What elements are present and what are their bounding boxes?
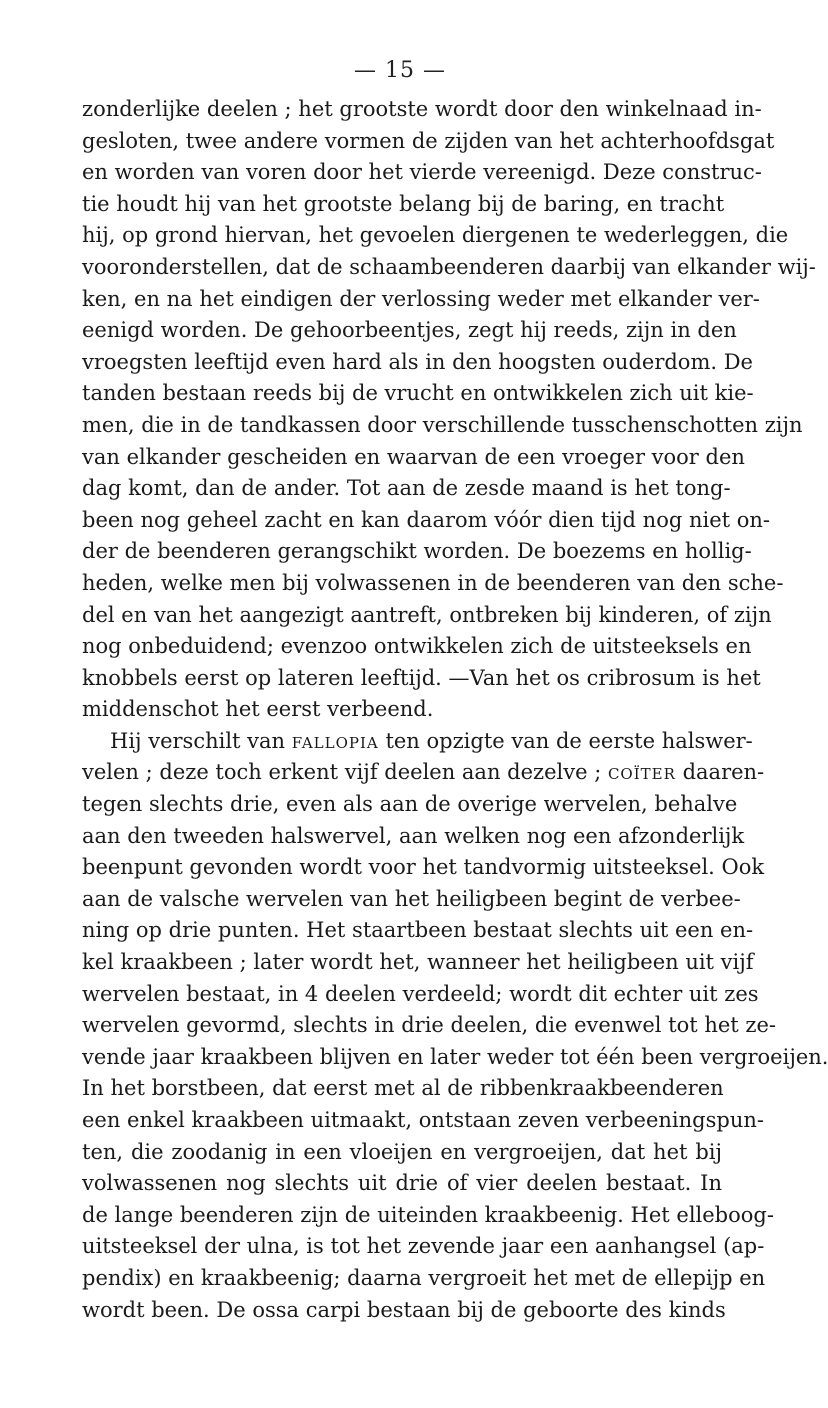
text-line: vende jaar kraakbeen blijven en later weder tot één been vergroeijen. (82, 1044, 828, 1069)
text-line: men, die in de tandkassen door verschillende tusschenschotten zijn (82, 412, 803, 437)
page-number: — 15 — (354, 58, 446, 83)
text-line: wervelen bestaat, in 4 deelen verdeeld; wordt dit echter uit zes (82, 981, 759, 1006)
text-line: nog onbeduidend; evenzoo ontwikkelen zich de uitsteeksels en (82, 634, 752, 659)
paragraph-start-line (82, 726, 753, 758)
text-line: eenigd worden. De gehoorbeentjes, zegt hij reeds, zijn in den (82, 318, 737, 343)
text-line: wordt been. De ossa carpi bestaan bij de geboorte des kinds (82, 1297, 726, 1322)
text-line: en worden van voren door het vierde vereenigd. Deze construc- (82, 160, 762, 185)
author-name-coiter: coïter (607, 760, 676, 785)
text-run: ten opzigte van de eerste halswer- (378, 728, 753, 753)
text-line: pendix) en kraakbeenig; daarna vergroeit het met de ellepijp en (82, 1265, 766, 1290)
text-line: ken, en na het eindigen der verlossing weder met elkander ver- (82, 286, 760, 311)
text-run: velen ; deze toch erkent vijf deelen aan dezelve ; (82, 760, 608, 785)
text-line: knobbels eerst op lateren leeftijd. —Van het os cribrosum is het (82, 665, 761, 690)
text-line: een enkel kraakbeen uitmaakt, ontstaan zeven verbeeningspun- (82, 1108, 764, 1132)
text-run: daaren- (675, 760, 765, 785)
text-line: beenpunt gevonden wordt voor het tandvormig uitsteeksel. Ook (82, 855, 765, 880)
text-line: volwassenen nog slechts uit drie of vier deelen bestaat. In (82, 1171, 722, 1196)
text-line: been nog geheel zacht en kan daarom vóór dien tijd nog niet on- (82, 507, 771, 532)
text-line: aan de valsche wervelen van het heiligbeen begint de verbee- (82, 886, 741, 911)
text-run: Hij verschilt van (110, 728, 292, 753)
text-line: zonderlijke deelen ; het grootste wordt door den winkelnaad in- (82, 97, 762, 121)
text-line: vroegsten leeftijd even hard als in den hoogsten ouderdom. De (82, 349, 753, 374)
text-line: uitsteeksel der ulna, is tot het zevende jaar een aanhangsel (ap- (82, 1234, 765, 1259)
text-line: del en van het aangezigt aantreft, ontbreken bij kinderen, of zijn (82, 602, 772, 627)
text-line: In het borstbeen, dat eerst met al de ribbenkraakbeenderen (82, 1076, 724, 1101)
text-line: hij, op grond hiervan, het gevoelen diergenen te wederleggen, die (82, 223, 789, 248)
text-line (82, 757, 765, 789)
text-line: wervelen gevormd, slechts in drie deelen, die evenwel tot het ze- (82, 1013, 776, 1038)
text-line: aan den tweeden halswervel, aan welken nog een afzonderlijk (82, 823, 745, 848)
text-line: tegen slechts drie, even als aan de overige wervelen, behalve (82, 792, 738, 817)
text-line: van elkander gescheiden en waarvan de een vroeger voor den (82, 444, 745, 469)
text-line: vooronderstellen, dat de schaambeenderen daarbij van elkander wij- (82, 254, 816, 279)
text-line: kel kraakbeen ; later wordt het, wanneer het heiligbeen uit vijf (82, 950, 754, 975)
text-line: heden, welke men bij volwassenen in de beenderen van den sche- (82, 570, 784, 595)
text-line: der de beenderen gerangschikt worden. De boezems en hollig- (82, 539, 752, 564)
text-line: middenschot het eerst verbeend. (82, 697, 434, 722)
text-line: de lange beenderen zijn de uiteinden kraakbeenig. Het elleboog- (82, 1202, 774, 1227)
text-line: tie houdt hij van het grootste belang bij de baring, en tracht (82, 191, 725, 216)
text-line: ten, die zoodanig in een vloeijen en vergroeijen, dat het bij (82, 1139, 722, 1164)
author-name-fallopia: fallopia (291, 728, 379, 753)
text-line: tanden bestaan reeds bij de vrucht en ontwikkelen zich uit kie- (82, 381, 754, 406)
text-line: ning op drie punten. Het staartbeen bestaat slechts uit een en- (82, 918, 754, 943)
text-line: dag komt, dan de ander. Tot aan de zesde maand is het tong- (82, 476, 731, 501)
body-text (82, 94, 828, 1326)
text-line: gesloten, twee andere vormen de zijden van het achterhoofdsgat (82, 128, 775, 153)
